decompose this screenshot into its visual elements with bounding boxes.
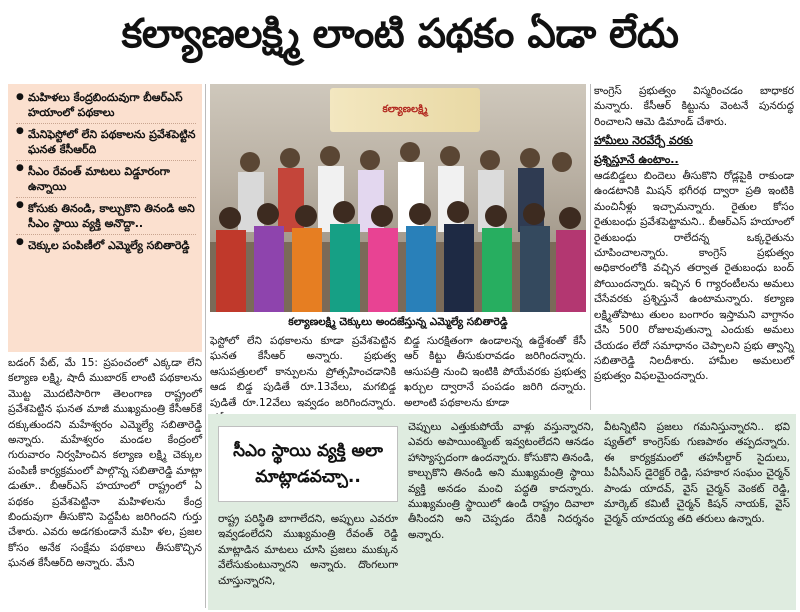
crowd-illustration <box>210 122 586 312</box>
article-column-2b <box>404 334 586 410</box>
news-photo <box>210 84 586 312</box>
sidebar-panel <box>208 414 796 610</box>
banner-text: కల్యాణలక్ష్మి <box>382 104 428 115</box>
column-divider <box>590 84 591 410</box>
article-column-3 <box>594 84 794 410</box>
column-2b-text: బిడ్డ సురక్షితంగా ఉండాలన్న ఉద్దేశంతో కేసీ ఆర్ కిట్టు తీసుకురావడం జరిగిందన్నారు. ఆసుపత్రి నుంచి ఇంటికి పోయేవరకు ప్రభుత్వ ఖర్చుల ద్వారానే పంపడం జరిగి దన్నారు. అలాంటి పథకాలను కూడా <box>404 335 586 409</box>
headline: కల్యాణలక్ష్మి లాంటి పథకం ఏడా లేదు <box>121 11 679 57</box>
photo-caption: కల్యాణలక్ష్మి చెక్కులు అందజేస్తున్న ఎమ్మెల్యే సబితారెడ్డి <box>288 316 508 328</box>
highlights-box <box>8 84 202 352</box>
column-2a-text: ఫెస్టోలో లేని పథకాలను కూడా ప్రవేశపెట్టిన ఘనత కేసీఆర్ అన్నారు. ప్రభుత్వ ఆసుపత్రులలో కాన్పులను ప్రోత్సహించడానికి ఆడ బిడ్డ పుడితే రూ.13వేలు, మగబిడ్డ పుడితే రూ.12వేలు ఇవ్వడం జరిగిందన్నారు. <box>210 335 396 409</box>
column-3-subhead-2: ప్రశ్నిస్తూనే ఉంటాం.. <box>594 152 679 166</box>
column-3-body: ఆడబిడ్డలు బిందెలు తీసుకొని రోడ్లపైకి రాకుండా ఉండటానికి మిషన్ భగీరథ ద్వారా ప్రతి ఇంటికి మంచినీళ్లు ఇచ్చామన్నారు. రైతుల కోసం రైతుబంధు ప్రవేశపెట్టామని.. బీఆర్ఎస్ హయాంలో రైతుబంధు రాలేదన్న ఒక్కరైతును చూపించాలన్నారు. కాంగ్రెస్ ప్రభుత్వం అధికారంలోకి వచ్చిన తర్వాత రైతుబంధు బంద్ పోయిందన్నారు. ఇచ్చిన 6 గ్యారంటీలను అమలు చేసేవరకు ప్రశ్నిస్తునే ఉంటామన్నారు. కల్యాణ లక్ష్మితోపాటు తులం బంగారం ఇస్తామని వాగ్దానం చేసి 500 రోజులవుతున్నా ఎందుకు అమలు చేయడం లేదో సమాధానం చెప్పాలని ప్రభు త్వాన్ని సబితారెడ్డి నిలదీశారు. హామీల అమలులో ప్రభుత్వం విఫలమైందన్నారు. <box>594 170 794 383</box>
article-column-2a <box>210 334 396 410</box>
highlight-item: ● కోసుకు తినండి, కాల్చుకొని తినండి అని సీఎం స్థాయి వ్యక్తి అనొద్దా.. <box>16 197 196 231</box>
panel-column-2: చెప్పులు ఎత్తుకుపోయే వాళ్లు వస్తున్నారని, ఎవరు అపాయింట్మెంట్ ఇవ్వటంలేదని ఆనడం హాస్యాస్పదంగా ఉందన్నారు. కోసుకొని తినండి, కాల్చుకొని తినండి అని ముఖ్యమంత్రి స్థాయి వ్యక్తి అనడం మంచి పద్ధతి కాదన్నారు. ముఖ్యమంత్రి స్థాయిలో ఉండి రాష్ట్రం దివాలా తీసిందని అని చెప్పడం దేనికి నిదర్శనం అన్నారు. <box>408 421 594 541</box>
highlight-item: ● మహిళలు కేంద్రబిందువుగా బీఆర్ఎస్ హయాంలో పథకాలు <box>16 90 196 120</box>
panel-column-3: వీటన్నిటిని ప్రజలు గమనిస్తున్నారని.. భవి ష్యత్‌లో కాంగ్రెస్‌కు గుణపాఠం తప్పదన్నారు. ఈ కార్యక్రమంలో తహసీల్దార్ సైదులు, పీఏసీఎస్ డైరెక్టర్ రెడ్డి, సహకార సంఘం చైర్మన్ పాండు యాదవ్, వైస్ చైర్మన్ వెంకట్ రెడ్డి, మార్కెట్ కమిటీ చైర్మన్ కిషన్ నాయక్, వైస్ చైర్మన్ యాదయ్య తది తరులు ఉన్నారు. <box>604 421 790 526</box>
highlight-item: ● చెక్కుల పంపిణీలో ఎమ్మెల్యే సబితారెడ్డి <box>16 234 196 253</box>
pull-quote-box <box>218 426 398 502</box>
column-3-subhead-1: హామీలు నెరవేర్చే వరకు <box>594 134 693 148</box>
column-3-intro: కాంగ్రెస్ ప్రభుత్వం విస్మరించడం బాధాకర మన్నారు. కేసీఆర్ కిట్టును వెంటనే పునరుద్ధ రించాలని ఆమె డిమాండ్ చేశారు. <box>594 85 794 128</box>
highlight-item: ● మేనిఫెస్టోలో లేని పథకాలను ప్రవేశపెట్టిన ఘనత కేసీఆర్‌ది <box>16 123 196 157</box>
article-column-1 <box>8 356 202 608</box>
pull-quote-line-1: సీఎం స్థాయి వ్యక్తి అలా <box>233 441 383 461</box>
column-divider <box>205 84 206 608</box>
pull-quote-line-2: మాట్లాడవచ్చా.. <box>255 467 361 487</box>
highlight-item: ● సీఎం రేవంత్ మాటలు విడ్డూరంగా ఉన్నాయి <box>16 160 196 194</box>
panel-column-1: రాష్ట్ర పరిస్థితి బాగాలేదని, అప్పులు ఎవరూ ఇవ్వడంలేదని ముఖ్యమంత్రి రేవంత్ రెడ్డి మాట్లాడిన మాటలు చూసి ప్రజలు ముక్కున వేలేసుకుంటున్నారని అన్నారు. దొంగలుగా చూస్తున్నారని, <box>218 513 398 587</box>
column-1-text: బడంగ్ పేట్, మే 15: ప్రపంచంలో ఎక్కడా లేని కల్యాణ లక్ష్మి, షాదీ ముబారక్ లాంటి పథకాలను మొట్ట మొదటిసారిగా తెలంగాణ రాష్ట్రంలో ప్రవేశపెట్టిన ఘనత మాజీ ముఖ్యమంత్రి కేసీఆర్‌కే దక్కుతుందని మహేశ్వరం ఎమ్మెల్యే సబితారెడ్డి అన్నారు. మహేశ్వరం మండల కేంద్రంలో గురువారం నిర్వహించిన కల్యాణ లక్ష్మి చెక్కుల పంపిణీ కార్యక్రమంలో పాల్గొన్న సబితారెడ్డి మాట్లా డుతూ.. బీఆర్ఎస్ హయాంలో రాష్ట్రంలో ఏ పథకం ప్రవేశపెట్టినా మహిళలను కేంద్ర బిందువుగా తీసుకొని పెద్దపీట జరిగిందని గుర్తు చేశారు. ఎవరు అడగకుండానే మహి ళల, ప్రజల కోసం అనేక సంక్షేమ పథకాలు తీసుకొచ్చిన ఘనత కేసీఆర్‌ది అన్నారు. మేని <box>8 357 202 570</box>
